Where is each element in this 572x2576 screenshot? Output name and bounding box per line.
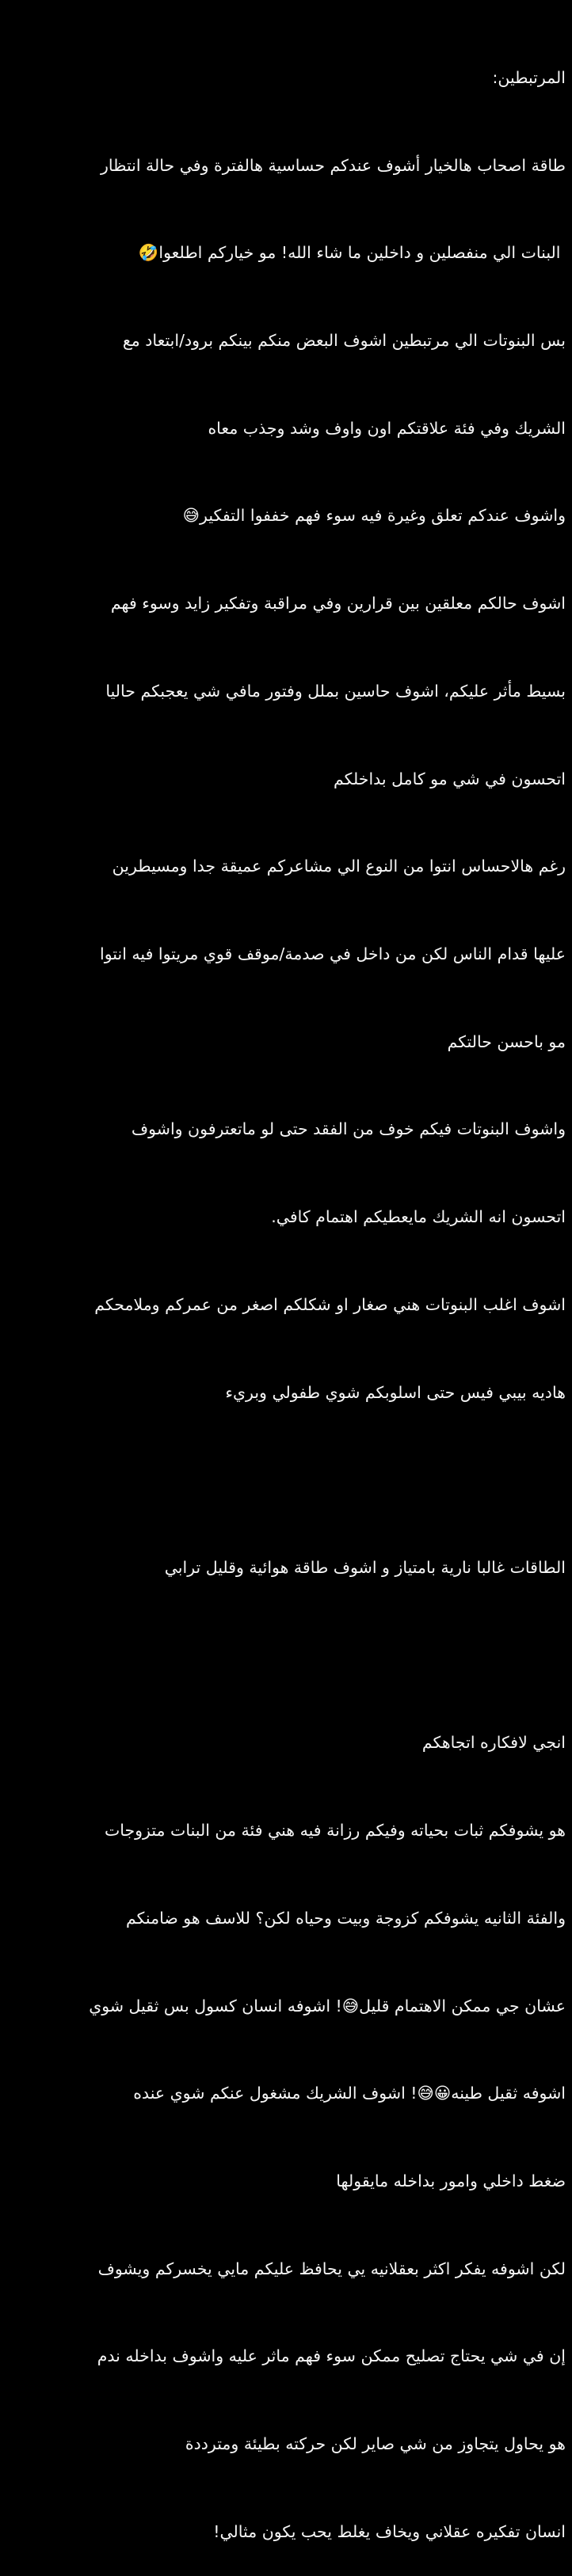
blank-line [6,1465,566,1495]
text-line: الطاقات غالبا نارية بامتياز و اشوف طاقة هوائية وقليل ترابي [164,1558,566,1578]
text-line: هو يشوفكم ثبات بحياته وفيكم رزانة فيه هني فئة من البنات متزوجات [104,1821,566,1841]
text-line: هاديه بيبي فيس حتى اسلوبكم شوي طفولي وبريء [225,1382,566,1402]
text-line: واشوف عندكم تعلق وغيرة فيه سوء فهم خففوا التفكير😅 [182,506,566,526]
text-line: اتحسون انه الشريك مايعطيكم اهتمام كافي. [271,1207,566,1227]
text-line: إن في شي يحتاج تصليح ممكن سوء فهم ماثر عليه واشوف بداخله ندم [97,2346,566,2366]
text-line: اشوفه ثقيل طينه😀😅! اشوف الشريك مشغول عنكم شوي عنده [133,2084,566,2103]
text-line: ضغط داخلي وامور بداخله مايقولها [336,2171,566,2191]
text-line: عشان جي ممكن الاهتمام قليل😅! اشوفه انسان كسول بس ثقيل شوي [89,1996,566,2016]
text-line: عليها قدام الناس لكن من داخل في صدمة/موقف قوي مريتوا فيه انتوا [100,944,566,963]
blank-line [6,1641,566,1670]
text-line: واشوف البنوتات فيكم خوف من الفقد حتى لو ماتعترفون واشوف [131,1119,566,1139]
text-line: لكن اشوفه يفكر اكثر بعقلانيه يي يحافظ عليكم مايي يخسركم ويشوف [97,2259,566,2278]
text-line: طاقة اصحاب هالخيار أشوف عندكم حساسية هالفترة وفي حالة انتظار [100,155,566,175]
text-line: والفئة الثانيه يشوفكم كزوجة وبيت وحياه لكن؟ للاسف هو ضامنكم [125,1908,566,1928]
text-line: الشريك وفي فئة علاقتكم اون واوف وشد وجذب معاه [208,418,566,438]
text-line: بسيط مأثر عليكم، اشوف حاسين بملل وفتور مافي شي يعجبكم حاليا [105,681,566,701]
text-line: اشوف حالكم معلقين بين قرارين وفي مراقبة وتفكير زايد وسوء فهم [110,594,566,614]
text-line: اشوف اغلب البنوتات هني صغار او شكلكم اصغر من عمركم وملامحكم [94,1294,566,1314]
text-line: رغم هالاحساس انتوا من النوع الي مشاعركم عميقة جدا ومسيطرين [112,857,566,876]
text-line: المرتبطين: [492,67,566,87]
text-line: اتحسون في شي مو كامل بداخلكم [334,769,566,788]
text-line: انجي لافكاره اتجاهكم [421,1733,566,1753]
text-line: مو باحسن حالتكم [447,1032,566,1051]
text-line: البنات الي منفصلين و داخلين ما شاء الله! مو خياركم اطلعوا🤣 [138,243,566,263]
text-line: هو يحاول يتجاوز من شي صاير لكن حركته بطيئة ومترددة [185,2434,566,2454]
note-text [6,5,566,2576]
text-line: بس البنوتات الي مرتبطين اشوف البعض منكم بينكم برود/ابتعاد مع [122,330,566,350]
text-line: انسان تفكيره عقلاني ويخاف يغلط يحب يكون مثالي! [213,2521,566,2541]
